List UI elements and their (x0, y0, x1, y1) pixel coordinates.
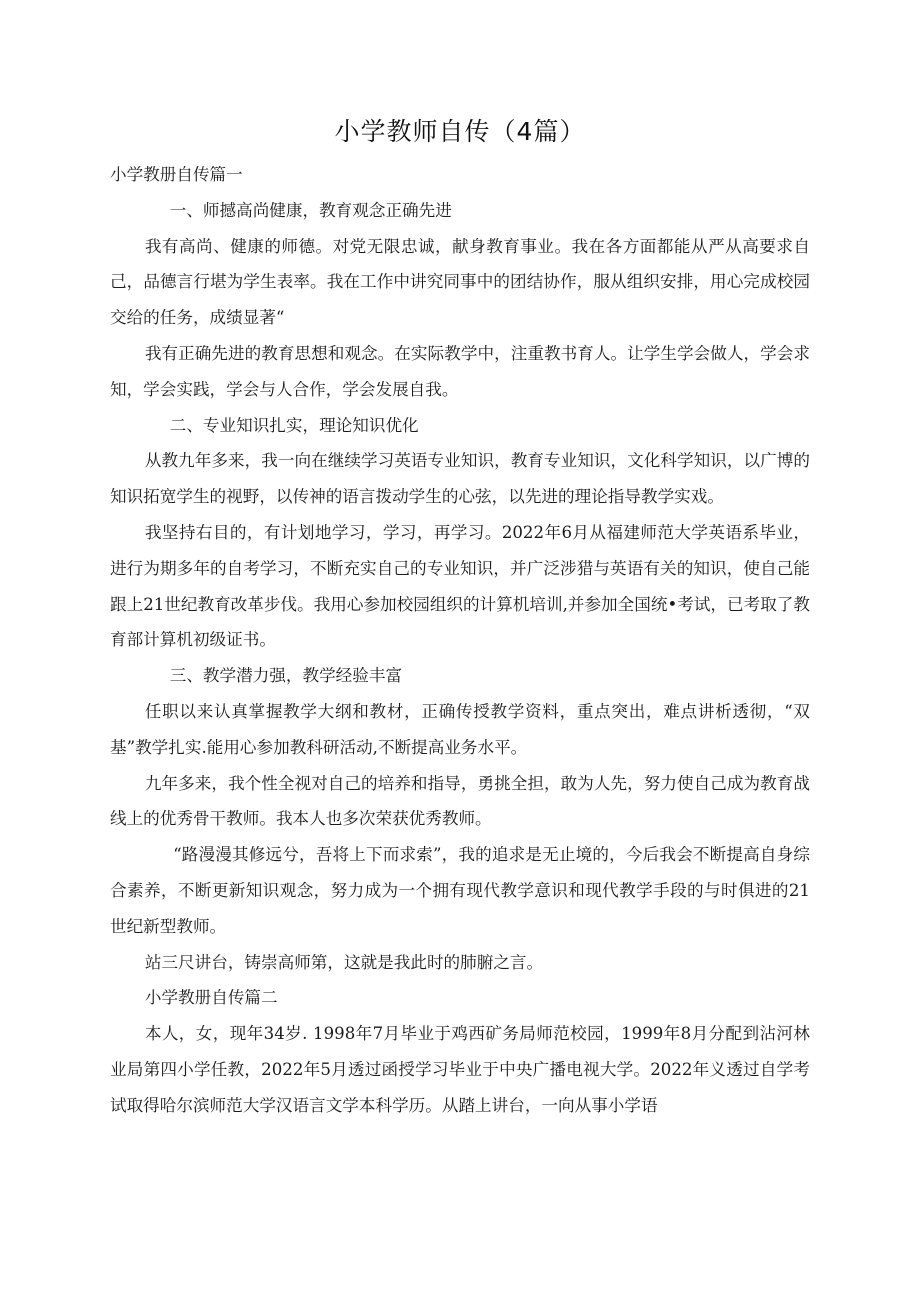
paragraph: 任职以来认真掌握教学大纲和教材，正确传授教学资料，重点突出，难点讲析透彻，“双基”教学扎实.能用心参加教科研活动,不断提高业务水平。 (110, 701, 810, 757)
paragraph: 站三尺讲台，铸崇高师第，这就是我此时的肺腑之言。 (144, 952, 544, 972)
paragraph: 小学教册自传篇二 (144, 988, 278, 1008)
paragraph: 我坚持右目的，有计划地学习，学习，再学习。2022年6月从福建师范大学英语系毕业，进行为期多年的自考学习，不断充实自己的专业知识，并广泛涉猎与英语有关的知识，使自己能跟上21世纪教育改革步伐。我用心参加校园组织的计算机培训,并参加全国统•考试，已考取了教育部计算机初级证书。 (110, 522, 810, 650)
paragraph: 九年多来，我个性全视对自己的培养和指导，勇挑全担，敢为人先，努力使自己成为教育战线上的优秀骨干教师。我本人也多次荣获优秀教师。 (110, 773, 810, 829)
paragraph: 本人，女，现年34岁. 1998年7月毕业于鸡西矿务局师范校园，1999年8月分配到沾河林业局第四小学任教，2022年5月透过函授学习毕业于中央广播电视大学。2022年义透过自学考试取得哈尔滨师范大学汉语言文学本科学历。从踏上讲台，一向从事小学语 (110, 1024, 810, 1115)
paragraph: 一、师撼高尚健康，教育观念正确先进 (169, 200, 452, 220)
paragraph: 小学教册自传篇一 (110, 165, 243, 184)
paragraph: 二、专业知识扎实，理论知识优化 (169, 415, 419, 435)
document-title: 小学教师自传（4篇） (334, 117, 586, 146)
paragraph: 从教九年多来，我一向在继续学习英语专业知识，教育专业知识，文化科学知识，以广博的知识拓宽学生的视野，以传神的语言拨动学生的心弦，以先进的理论指导教学实戏。 (110, 451, 810, 507)
paragraph: 我有高尚、健康的师德。对党无限忠诚，献身教育事业。我在各方面都能从严从高要求自己，品德言行堪为学生表率。我在工作中讲究同事中的团结协作，服从组织安排，用心完成校园交给的任务，成绩显著“ (110, 236, 810, 328)
document-body (110, 157, 810, 1124)
paragraph: 我有正确先进的教育思想和观念。在实际教学中，注重教书育人。让学生学会做人，学会求知，学会实践，学会与人合作，学会发展自我。 (110, 343, 810, 399)
paragraph: 三、教学潜力强，教学经验丰富 (169, 666, 403, 686)
paragraph: “路漫漫其修远兮，吾将上下而求索”，我的追求是无止境的，今后我会不断提高自身综合素养，不断更新知识观念，努力成为一个拥有现代教学意识和现代教学手段的与时俱进的21世纪新型教师。 (110, 845, 810, 936)
